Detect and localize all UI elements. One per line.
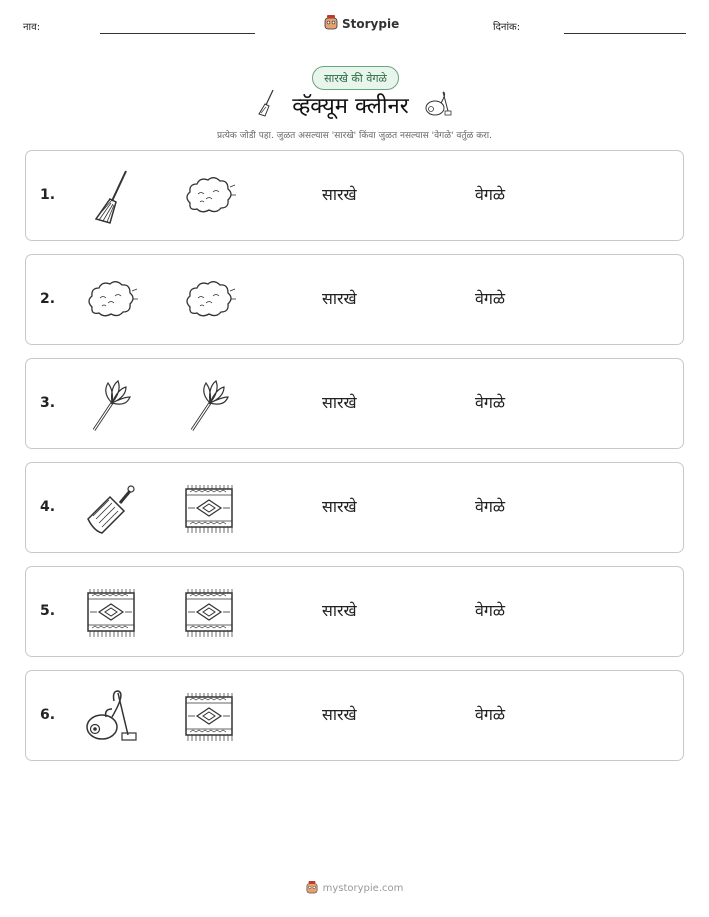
storypie-mascot-icon [306,880,318,897]
rug-icon [82,583,140,643]
same-option[interactable]: सारखे [322,393,357,412]
broom-icon [256,88,278,122]
worksheet-type-badge: सारखे की वेगळे [312,66,399,90]
dust-cloud-icon [82,271,140,331]
brand-logo [324,14,399,34]
question-number: 3. [40,395,56,411]
feather-duster-icon [180,375,238,435]
question-number: 2. [40,291,56,307]
name-label: नाव: [23,22,41,33]
dust-cloud-icon [180,167,238,227]
dustpan-icon [82,479,140,539]
storypie-mascot-icon [324,14,338,34]
same-option[interactable]: सारखे [322,601,357,620]
rug-icon [180,479,238,539]
different-option[interactable]: वेगळे [475,393,506,412]
same-option[interactable]: सारखे [322,497,357,516]
same-option[interactable]: सारखे [322,185,357,204]
same-option[interactable]: सारखे [322,705,357,724]
name-field[interactable] [100,33,255,34]
feather-duster-icon [82,375,140,435]
question-row [25,254,684,345]
rug-icon [180,687,238,747]
question-number: 1. [40,187,56,203]
vacuum-cleaner-icon [423,89,453,121]
different-option[interactable]: वेगळे [475,289,506,308]
question-row [25,358,684,449]
question-number: 5. [40,603,56,619]
question-number: 4. [40,499,56,515]
brand-name: Storypie [342,17,400,31]
question-row [25,566,684,657]
different-option[interactable]: वेगळे [475,705,506,724]
date-label: दिनांक: [493,22,521,33]
footer [0,880,709,897]
vacuum-cleaner-icon [82,687,140,747]
question-row [25,462,684,553]
date-field[interactable] [564,33,686,34]
question-row [25,670,684,761]
question-number: 6. [40,707,56,723]
different-option[interactable]: वेगळे [475,601,506,620]
worksheet-title: व्हॅक्यूम क्लीनर [292,94,409,119]
different-option[interactable]: वेगळे [475,497,506,516]
title-row [0,88,709,122]
question-row [25,150,684,241]
footer-site: mystorypie.com [322,883,404,894]
dust-cloud-icon [180,271,238,331]
same-option[interactable]: सारखे [322,289,357,308]
broom-icon [82,167,140,227]
different-option[interactable]: वेगळे [475,185,506,204]
rug-icon [180,583,238,643]
instructions: प्रत्येक जोडी पहा. जुळत असल्यास 'सारखे' किंवा जुळत नसल्यास 'वेगळे' वर्तुळ करा. [216,131,492,141]
